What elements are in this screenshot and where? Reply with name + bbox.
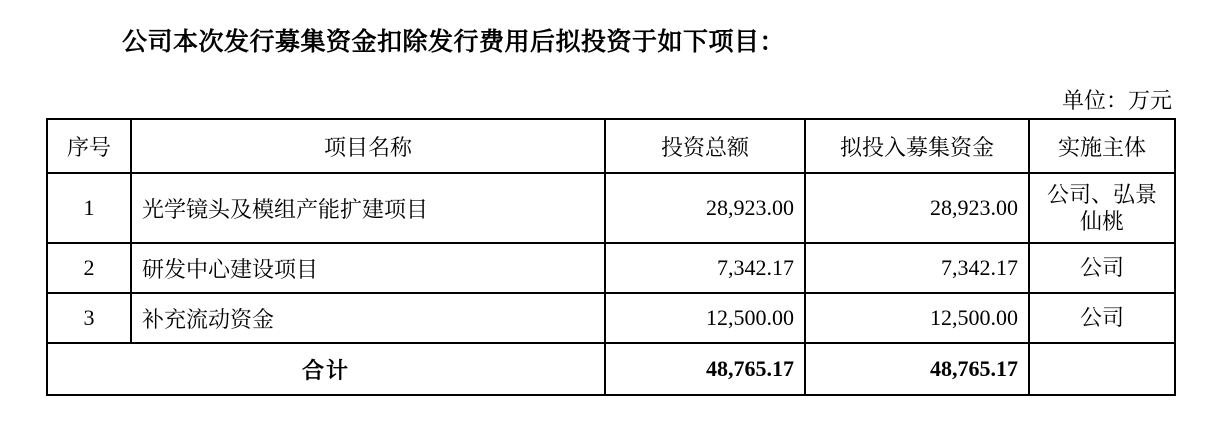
cell-project-name: 研发中心建设项目 [131,243,605,293]
column-header-no: 序号 [47,119,131,173]
column-header-implementing-entity: 实施主体 [1029,119,1175,173]
cell-raised-funds: 7,342.17 [805,243,1029,293]
table-header [47,119,1175,173]
cell-total-investment-sum: 48,765.17 [605,343,805,395]
cell-total-investment: 12,500.00 [605,293,805,343]
cell-total-investment: 7,342.17 [605,243,805,293]
cell-no: 1 [47,173,131,243]
fundraising-projects-table [46,118,1176,396]
cell-implementing-entity: 公司 [1029,243,1175,293]
cell-implementing-entity: 公司、弘景仙桃 [1029,173,1175,243]
cell-no: 2 [47,243,131,293]
table-header-row [47,119,1175,173]
cell-raised-funds: 12,500.00 [805,293,1029,343]
cell-implementing-entity: 公司 [1029,293,1175,343]
unit-note: 单位：万元 [1061,88,1172,113]
column-header-total-investment: 投资总额 [605,119,805,173]
cell-no: 3 [47,293,131,343]
cell-total-investment: 28,923.00 [605,173,805,243]
cell-project-name: 补充流动资金 [131,293,605,343]
table-body [47,173,1175,395]
cell-project-name: 光学镜头及模组产能扩建项目 [131,173,605,243]
cell-total-label: 合计 [47,343,605,395]
intro-paragraph: 公司本次发行募集资金扣除发行费用后拟投资于如下项目： [122,29,786,56]
column-header-project-name: 项目名称 [131,119,605,173]
cell-raised-funds-sum: 48,765.17 [805,343,1029,395]
table-row [47,243,1175,293]
cell-raised-funds: 28,923.00 [805,173,1029,243]
table-total-row [47,343,1175,395]
cell-total-entity [1029,343,1175,395]
column-header-raised-funds: 拟投入募集资金 [805,119,1029,173]
table-row [47,173,1175,243]
table-row [47,293,1175,343]
